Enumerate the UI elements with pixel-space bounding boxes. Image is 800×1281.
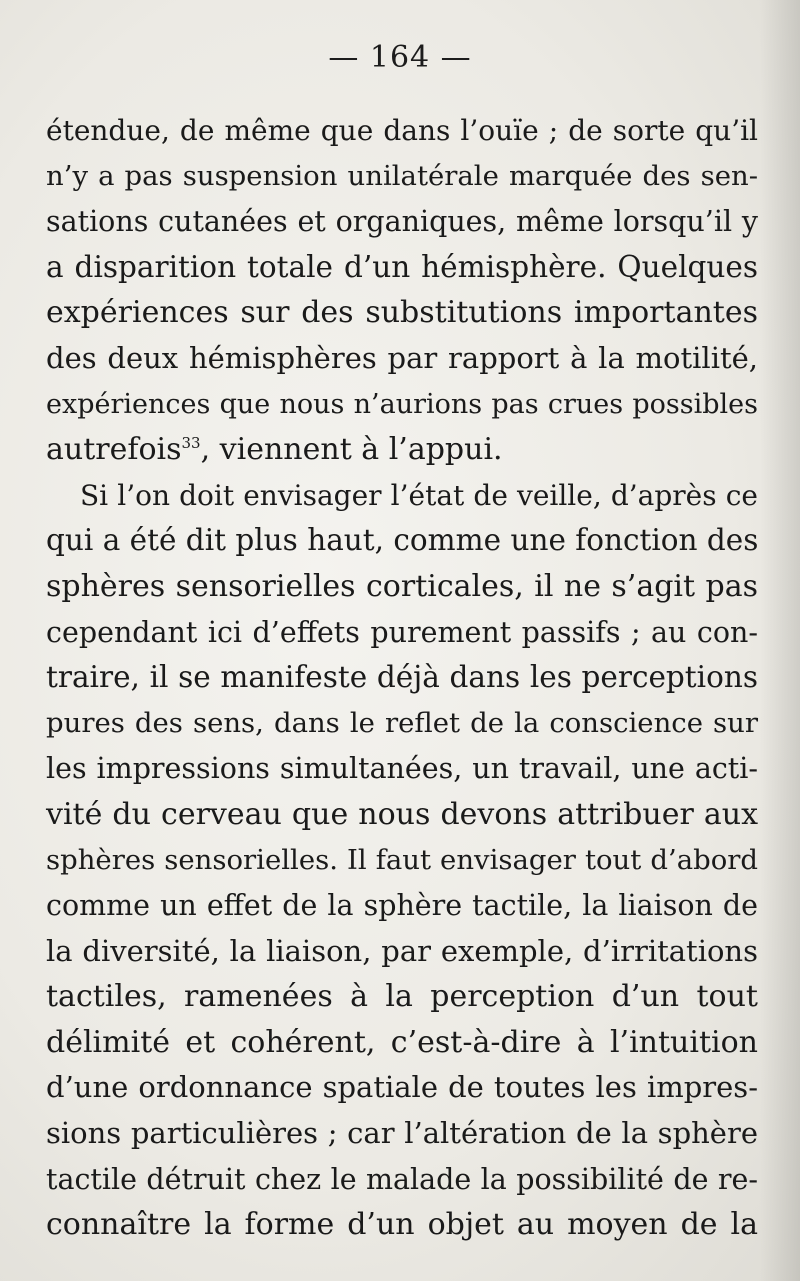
text-line: cependant ici d’effets purement passifs ; au con- [46,615,758,649]
text-line: étendue, de même que dans l’ouïe ; de sorte qu’il [46,114,758,147]
text-line: vité du cerveau que nous devons attribuer aux [46,796,758,832]
page-number: — 164 — [328,40,472,75]
text-line: d’une ordonnance spatiale de toutes les impres- [46,1070,758,1105]
page-edge-shadow [760,0,800,1281]
text-line: expériences sur des substitutions importantes [46,295,758,331]
text-line: tactile détruit chez le malade la possibilité de re- [46,1162,758,1196]
text-line: sphères sensorielles. Il faut envisager tout d’abord [46,843,758,876]
body-text [46,108,758,1248]
text-line: qui a été dit plus haut, comme une fonction des [46,523,759,558]
text-line: des deux hémisphères par rapport à la motilité, [46,340,758,375]
paragraph-first-line: Si l’on doit envisager l’état de veille, d’après ce [80,478,758,512]
text-line: sations cutanées et organiques, même lorsqu’il y [46,205,758,239]
text-line-with-footnote [46,427,758,473]
text-line: sphères sensorielles corticales, il ne s’agit pas [46,568,758,604]
text-line: traire, il se manifeste déjà dans les perceptions [46,660,758,695]
footnote-reference: 33 [181,434,201,453]
line-end: , viennent à l’appui. [200,432,503,468]
text-line: sions particulières ; car l’altération de la sphère [46,1116,758,1151]
text-line: a disparition totale d’un hémisphère. Quelques [46,249,758,284]
text-line: tactiles, ramenées à la perception d’un tout [46,979,758,1015]
text-line: pures des sens, dans le reflet de la conscience sur [46,706,758,739]
text-line: expériences que nous n’aurions pas crues possibles [46,388,758,420]
text-line: connaître la forme d’un objet au moyen de la [46,1207,758,1243]
text-line: la diversité, la liaison, par exemple, d’irritations [46,933,758,968]
text-line: comme un effet de la sphère tactile, la liaison de [46,889,758,923]
text-line: les impressions simultanées, un travail, une acti- [46,752,758,786]
line-start: autrefois [46,432,182,468]
text-line: délimité et cohérent, c’est-à-dire à l’intuition [46,1024,758,1060]
text-line: n’y a pas suspension unilatérale marquée des sen- [46,159,758,192]
